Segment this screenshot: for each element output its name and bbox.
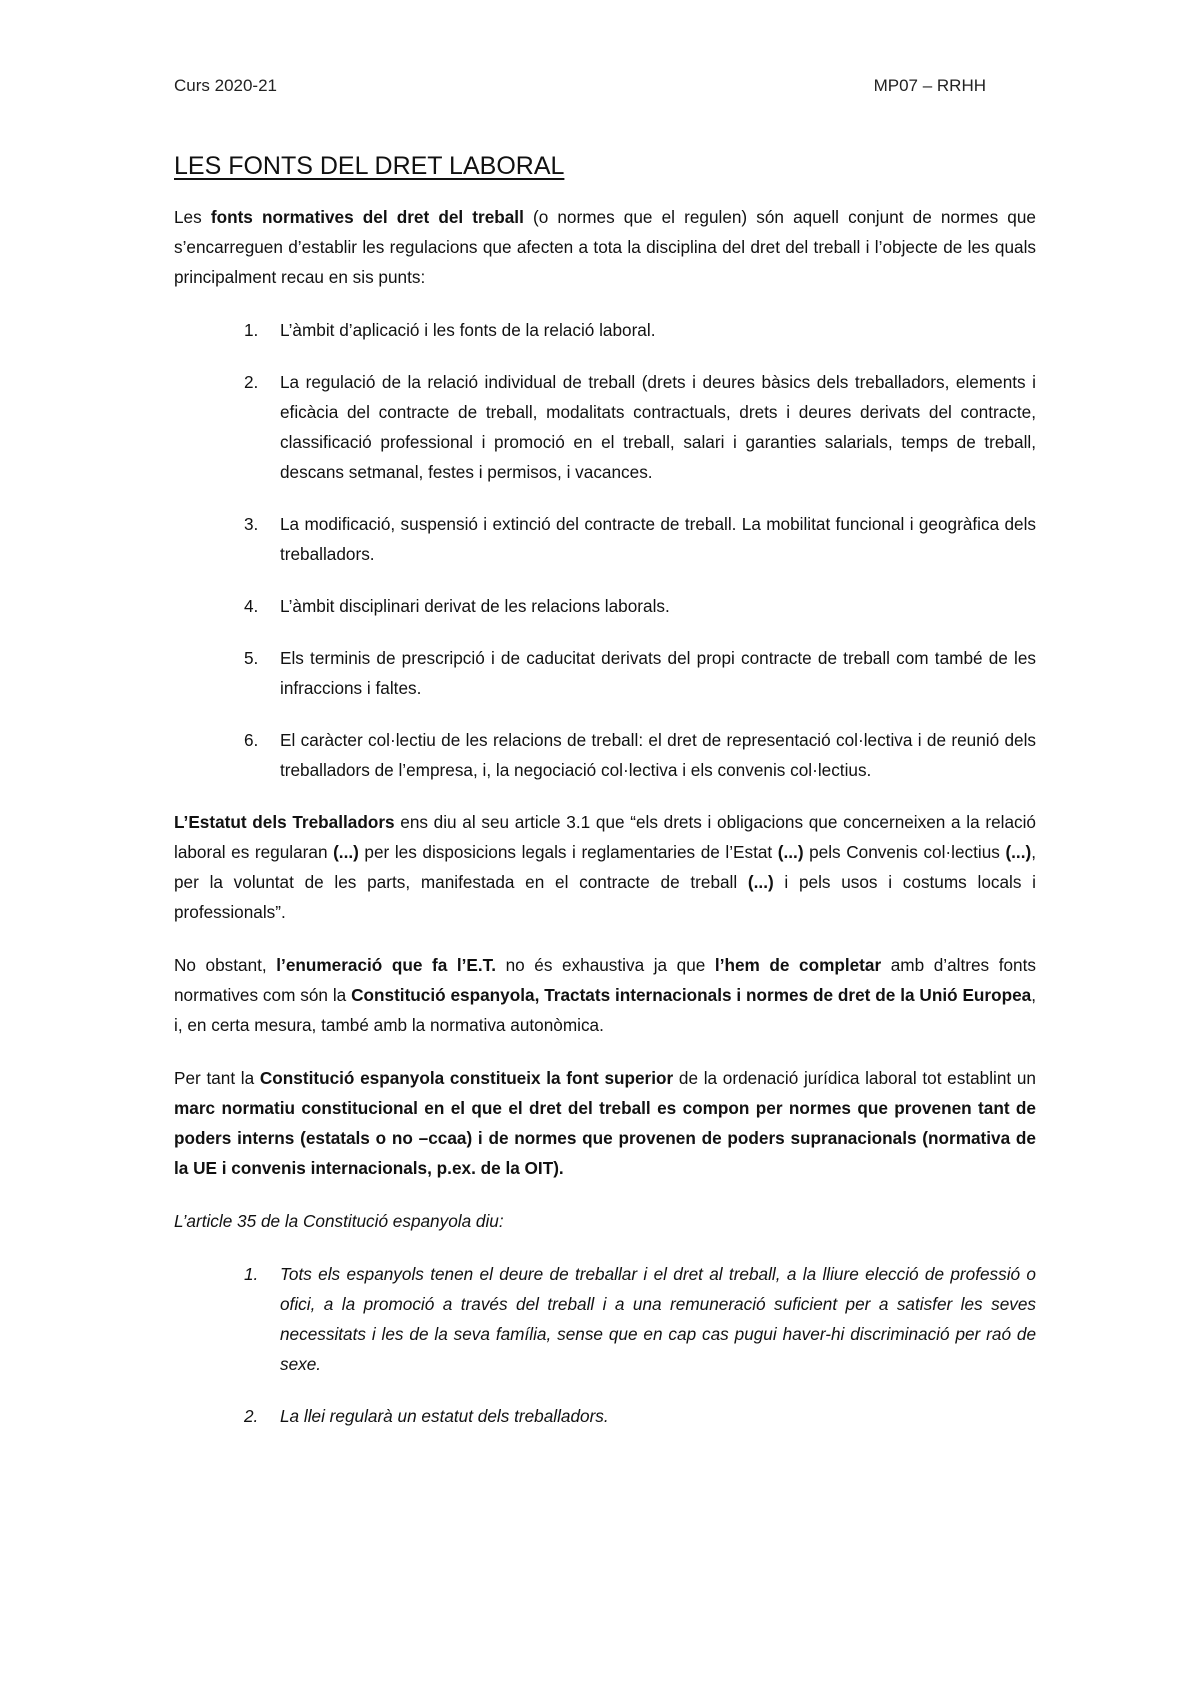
pertant-paragraph [174,1063,1036,1183]
estatut-bold-1: L’Estatut dels Treballadors [174,812,395,832]
article35-list [174,1259,1036,1431]
points-list [174,315,1036,785]
page-title: LES FONTS DEL DRET LABORAL [174,152,565,180]
list-text: La regulació de la relació individual de treball (drets i deures bàsics dels treballadors, elements i eficàcia del contracte de treball, modalitats contractuals, drets i deures derivats del contracte, classificació professional i promoció en el treball, salari i garanties salarials, temps de treball, descans setmanal, festes i permisos, i vacances. [280,372,1036,482]
article35-intro: L’article 35 de la Constitució espanyola diu: [174,1211,504,1231]
noobstant-bold-1: l’enumeració que fa l’E.T. [276,955,496,975]
list-number: 2. [244,372,259,392]
list-number: 6. [244,730,259,750]
estatut-bold-2: (...) [333,842,359,862]
pertant-text-2: de la ordenació jurídica laboral tot establint un [673,1068,1036,1088]
list-item [174,591,1036,621]
estatut-text-3: pels Convenis col·lectius [803,842,1006,862]
document-body [174,150,1036,1453]
pertant-text-1: Per tant la [174,1068,260,1088]
list-item [174,643,1036,703]
intro-paragraph [174,202,1036,292]
noobstant-bold-3: Constitució espanyola, Tractats internacionals i normes de dret de la Unió Europea [351,985,1032,1005]
noobstant-text-4: , i, en certa mesura, també amb la normativa autonòmica. [174,985,1037,1035]
list-text: L’àmbit disciplinari derivat de les relacions laborals. [280,596,670,616]
noobstant-text-1: No obstant, [174,955,277,975]
list-item [174,315,1036,345]
list-number: 1. [244,1264,259,1284]
estatut-text-4: , per la voluntat de les parts, manifestada en el contracte de treball [174,842,1036,892]
header-module: MP07 – RRHH [873,76,986,95]
estatut-text-2: per les disposicions legals i reglamentaries de l’Estat [358,842,778,862]
list-item [174,367,1036,487]
noobstant-text-3: amb d’altres fonts normatives com són la [174,955,1036,1005]
estatut-paragraph [174,807,1036,927]
intro-text-2: (o normes que el regulen) són aquell conjunt de normes que s’encarreguen d’establir les regulacions que afecten a tota la disciplina del dret del treball i l’objecte de les quals principalment recau en sis punts: [174,207,1036,287]
list-item [174,725,1036,785]
pertant-bold-2: marc normatiu constitucional en el que el dret del treball es compon per normes que provenen tant de poders interns (estatals o no –ccaa) i de normes que provenen de poders supranacionals (normativa de la UE i convenis internacionals, p.ex. de la OIT). [174,1098,1036,1178]
list-text: El caràcter col·lectiu de les relacions de treball: el dret de representació col·lectiva i de reunió dels treballadors de l’empresa, i, la negociació col·lectiva i els convenis col·lectius. [280,730,1036,780]
intro-bold-1: fonts normatives del dret del treball [210,207,524,227]
estatut-text-1: ens diu al seu article 3.1 que “els drets i obligacions que concerneixen a la relació laboral es regularan [174,812,1036,862]
list-number: 4. [244,596,259,616]
list-item [174,509,1036,569]
estatut-bold-5: (...) [747,872,774,892]
list-item [174,1259,1036,1379]
noobstant-bold-2: l’hem de completar [714,955,882,975]
list-text: La modificació, suspensió i extinció del contracte de treball. La mobilitat funcional i geogràfica dels treballadors. [280,514,1036,564]
list-number: 2. [244,1406,259,1426]
list-number: 3. [244,514,259,534]
list-text: La llei regularà un estatut dels treballadors. [280,1406,609,1426]
list-text: L’àmbit d’aplicació i les fonts de la relació laboral. [280,320,656,340]
list-number: 5. [244,648,259,668]
list-number: 1. [244,320,259,340]
noobstant-paragraph [174,950,1036,1040]
list-text: Tots els espanyols tenen el deure de treballar i el dret al treball, a la lliure elecció de professió o ofici, a la promoció a través del treball i a una remuneració suficient per a satisfer les seves necessitats i les de la seva família, sense que en cap cas pugui haver-hi discriminació per raó de sexe. [280,1264,1036,1374]
list-item [174,1401,1036,1431]
pertant-bold-1: Constitució espanyola constitueix la font superior [259,1068,674,1088]
header-course: Curs 2020-21 [174,76,278,95]
estatut-text-5: i pels usos i costums locals i professionals”. [174,872,1036,922]
estatut-bold-4: (...) [1005,842,1032,862]
noobstant-text-2: no és exhaustiva ja que [496,955,715,975]
page-header [174,76,986,96]
list-text: Els terminis de prescripció i de caducitat derivats del propi contracte de treball com també de les infraccions i faltes. [280,648,1036,698]
estatut-bold-3: (...) [777,842,804,862]
intro-text-1: Les [174,207,211,227]
